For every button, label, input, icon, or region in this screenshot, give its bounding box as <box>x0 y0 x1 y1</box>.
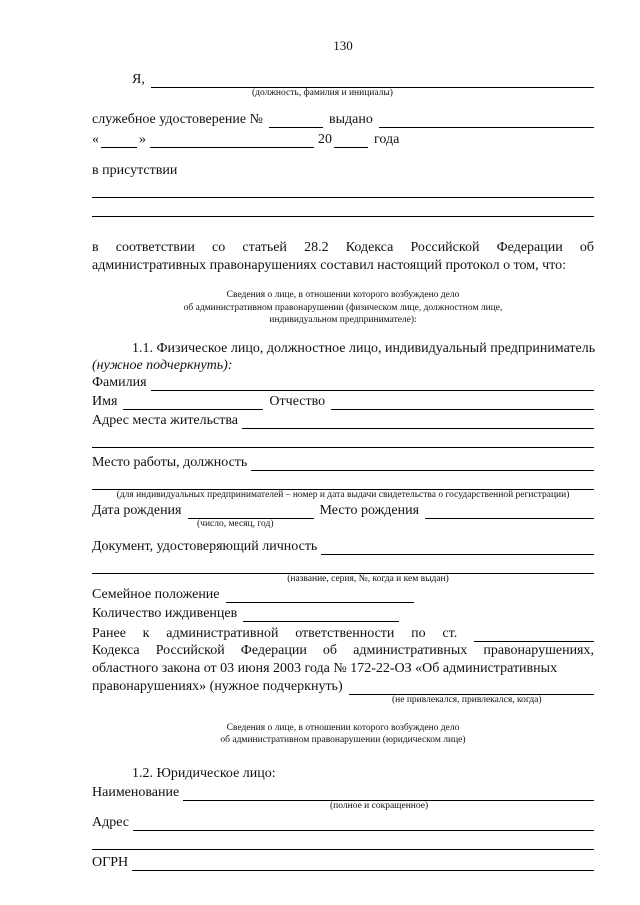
document-field-2[interactable] <box>92 557 594 574</box>
person-info-heading <box>92 289 594 327</box>
presence-row <box>92 162 594 179</box>
legal-info-heading <box>92 722 594 747</box>
person-info-line-2: об административном правонарушении (физическом лице, должностном лице, <box>183 302 503 313</box>
dependents-label: Количество иждивенцев <box>92 605 238 621</box>
name-row <box>92 393 594 410</box>
workplace-field-2[interactable] <box>92 473 594 490</box>
issue-month-field[interactable] <box>150 133 314 148</box>
legal-address-field-2[interactable] <box>92 833 594 850</box>
page-number: 130 <box>333 38 353 53</box>
certificate-label: служебное удостоверение № <box>92 112 263 127</box>
last-name-row <box>92 374 594 391</box>
person-info-line-3: индивидуальном предпринимателе): <box>269 315 417 325</box>
official-name-field[interactable] <box>151 73 594 88</box>
legal-info-line-2: об административном правонарушении (юридическом лице) <box>220 735 466 745</box>
workplace-label: Место работы, должность <box>92 454 248 470</box>
birth-row <box>92 502 594 519</box>
prior-paragraph: Кодекса Российской Федерации об административных правонарушениях, областного закона от 03 июня 2003 года № 172-22-ОЗ «Об административных <box>92 642 594 676</box>
prior-word-4: ответственности <box>295 625 395 641</box>
dependents-field[interactable] <box>243 607 399 622</box>
certificate-number-field[interactable] <box>269 113 323 128</box>
ogrn-row <box>92 854 594 871</box>
prior-last-row <box>92 678 594 695</box>
ogrn-field[interactable] <box>132 856 594 871</box>
address-label: Адрес места жительства <box>92 412 238 428</box>
patronymic-label: Отчество <box>269 393 326 409</box>
birth-date-caption: (число, месяц, год) <box>197 518 274 529</box>
workplace-row <box>92 454 594 471</box>
first-name-field[interactable] <box>123 395 263 410</box>
prior-word-1: Ранее <box>92 625 126 641</box>
prior-caption: (не привлекался, привлекался, когда) <box>392 694 542 705</box>
issued-by-field[interactable] <box>379 113 594 128</box>
person-info-line-1: Сведения о лице, в отношении которого возбуждено дело <box>226 290 460 300</box>
statement-paragraph: в соответствии со статьей 28.2 Кодекса Российской Федерации об административных правонарушениях составил настоящий протокол о том, что: <box>92 240 594 273</box>
issued-label: выдано <box>328 112 373 127</box>
section-2-title: 1.2. Юридическое лицо: <box>132 765 276 781</box>
i-label: Я, <box>132 72 145 87</box>
marital-label: Семейное положение <box>92 586 220 602</box>
legal-name-field[interactable] <box>183 786 594 801</box>
legal-name-caption: (полное и сокращенное) <box>330 800 429 811</box>
address-field-2[interactable] <box>92 431 594 448</box>
last-name-label: Фамилия <box>92 374 147 390</box>
first-name-label: Имя <box>92 393 118 409</box>
document-row <box>92 538 594 555</box>
issue-year-field[interactable] <box>334 133 368 148</box>
official-caption: (должность, фамилия и инициалы) <box>252 88 393 98</box>
marital-row <box>92 586 594 603</box>
document-label: Документ, удостоверяющий личность <box>92 538 318 554</box>
prior-word-6: ст. <box>442 625 458 641</box>
prior-word-5: по <box>411 625 426 641</box>
birth-place-field[interactable] <box>425 504 594 519</box>
quote-close: » <box>139 132 146 147</box>
entrepreneur-caption: (для индивидуальных предпринимателей – номер и дата выдачи свидетельства о государственной регистрации) <box>116 489 570 500</box>
legal-address-row <box>92 814 594 831</box>
prior-article-field[interactable] <box>474 627 594 642</box>
year-suffix: года <box>374 132 400 147</box>
legal-address-field[interactable] <box>133 816 594 831</box>
marital-field[interactable] <box>226 588 414 603</box>
prior-status-field[interactable] <box>349 680 594 695</box>
issue-day-field[interactable] <box>101 133 137 148</box>
prior-word-3: административной <box>166 625 279 641</box>
legal-address-label: Адрес <box>92 814 130 830</box>
presence-field-2[interactable] <box>92 200 594 217</box>
address-row <box>92 412 594 429</box>
birth-date-field[interactable] <box>188 504 314 519</box>
patronymic-field[interactable] <box>331 395 594 410</box>
last-name-field[interactable] <box>151 376 594 391</box>
document-field[interactable] <box>321 540 594 555</box>
address-field[interactable] <box>242 414 594 429</box>
ogrn-label: ОГРН <box>92 854 129 870</box>
year-prefix: 20 <box>318 132 332 147</box>
section-1-title: 1.1. Физическое лицо, должностное лицо, индивидуальный предприниматель <box>132 340 596 356</box>
prior-row <box>92 625 594 642</box>
prior-last-label: правонарушениях» (нужное подчеркнуть) <box>92 678 343 694</box>
birth-place-label: Место рождения <box>319 502 420 518</box>
presence-field-1[interactable] <box>92 181 594 198</box>
issue-date-row <box>92 131 594 148</box>
legal-name-label: Наименование <box>92 784 180 800</box>
workplace-field[interactable] <box>251 456 594 471</box>
presence-label: в присутствии <box>92 163 178 178</box>
quote-open: « <box>92 132 99 147</box>
birth-date-label: Дата рождения <box>92 502 182 518</box>
section-1-note: (нужное подчеркнуть): <box>92 357 233 373</box>
document-caption: (название, серия, №, когда и кем выдан) <box>287 573 449 584</box>
legal-info-line-1: Сведения о лице, в отношении которого возбуждено дело <box>226 722 460 733</box>
legal-name-row <box>92 784 594 801</box>
official-row <box>92 71 594 88</box>
certificate-row <box>92 111 594 128</box>
prior-word-2: к <box>142 625 150 641</box>
dependents-row <box>92 605 594 622</box>
